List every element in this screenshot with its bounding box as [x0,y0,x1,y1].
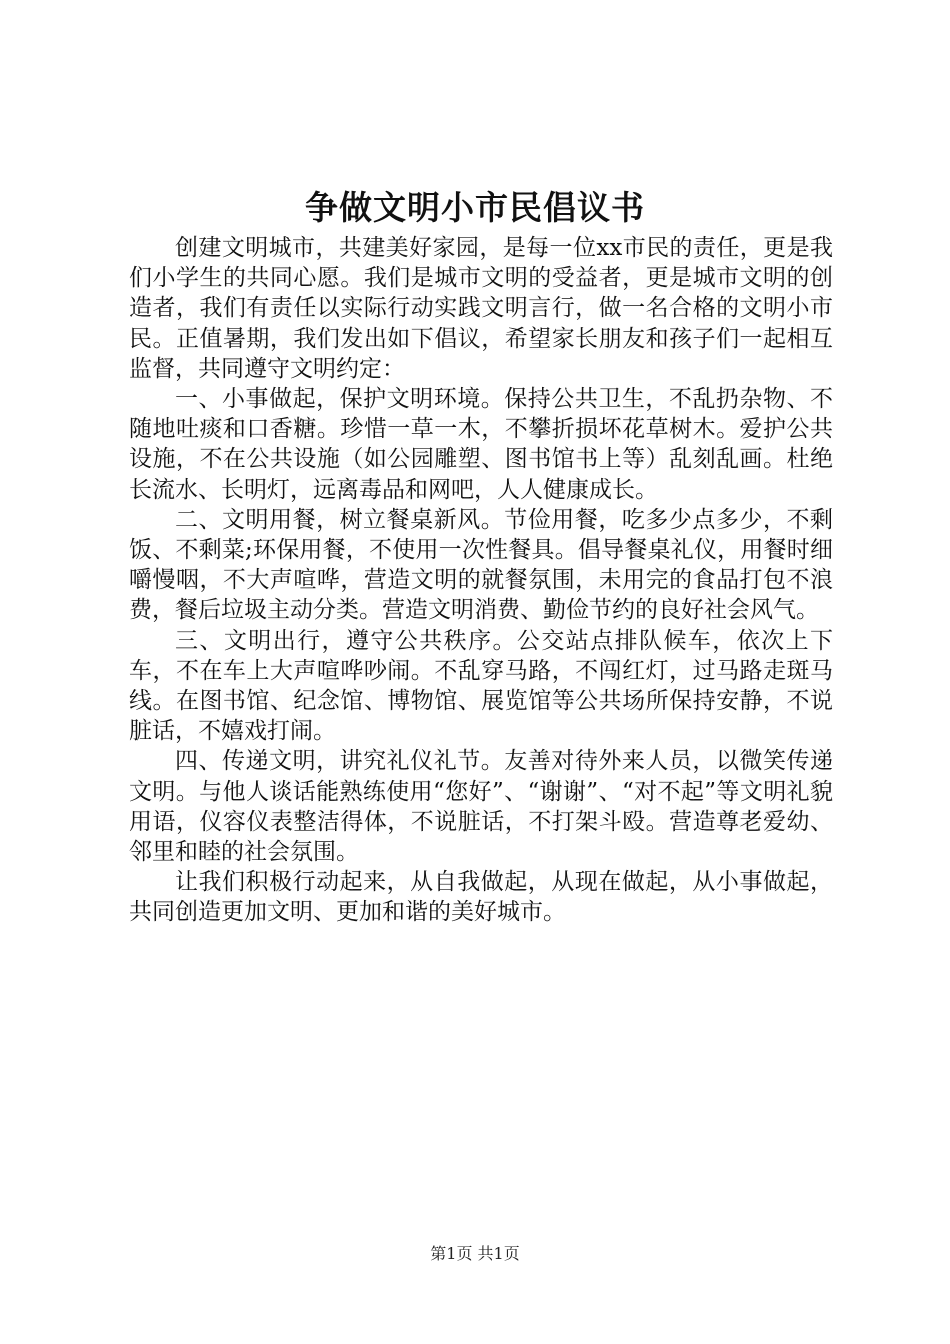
proposal-paragraph-2: 二、文明用餐，树立餐桌新风。节俭用餐，吃多少点多少，不剩饭、不剩菜;环保用餐，不使用一次性餐具。倡导餐桌礼仪，用餐时细嚼慢咽，不大声喧哗，营造文明的就餐氛围，未用完的食品打包不浪费，餐后垃圾主动分类。营造文明消费、勤俭节约的良好社会风气。 [129,506,833,624]
document-title: 争做文明小市民倡议书 [305,188,645,227]
intro-paragraph: 创建文明城市，共建美好家园，是每一位xx市民的责任，更是我们小学生的共同心愿。我们是城市文明的受益者，更是城市文明的创造者，我们有责任以实际行动实践文明言行，做一名合格的文明小市民。正值暑期，我们发出如下倡议，希望家长朋友和孩子们一起相互监督，共同遵守文明约定： [129,235,833,382]
proposal-paragraph-4: 四、传递文明，讲究礼仪礼节。友善对待外来人员，以微笑传递文明。与他人谈话能熟练使用“您好”、“谢谢”、“对不起”等文明礼貌用语，仪容仪表整洁得体，不说脏话，不打架斗殴。营造尊老爱幼、邻里和睦的社会氛围。 [129,748,833,866]
document-body [129,233,833,928]
proposal-paragraph-1: 一、小事做起，保护文明环境。保持公共卫生，不乱扔杂物、不随地吐痰和口香糖。珍惜一草一木，不攀折损坏花草树木。爱护公共设施，不在公共设施（如公园雕塑、图书馆书上等）乱刻乱画。杜绝长流水、长明灯，远离毒品和网吧，人人健康成长。 [129,386,833,503]
page-number-footer: 第1页 共1页 [430,1244,520,1263]
closing-paragraph: 让我们积极行动起来，从自我做起，从现在做起，从小事做起，共同创造更加文明、更加和谐的美好城市。 [129,869,833,926]
proposal-paragraph-3: 三、文明出行，遵守公共秩序。公交站点排队候车，依次上下车，不在车上大声喧哗吵闹。不乱穿马路，不闯红灯，过马路走斑马线。在图书馆、纪念馆、博物馆、展览馆等公共场所保持安静，不说脏话，不嬉戏打闹。 [129,627,833,745]
